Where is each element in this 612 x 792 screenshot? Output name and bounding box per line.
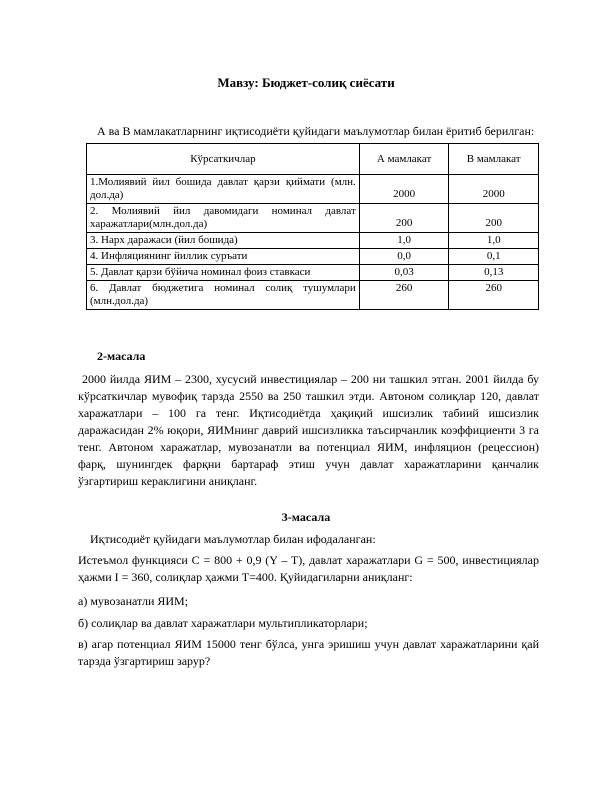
header-country-b: В мамлакат (449, 144, 539, 175)
value-b-cell: 0,13 (449, 265, 539, 281)
document-title: Мавзу: Бюджет-солиқ сиёсати (217, 75, 395, 90)
value-b-cell: 1,0 (449, 233, 539, 249)
task3-item-a: а) мувозанатли ЯИМ; (78, 594, 189, 608)
value-b-cell: 0,1 (449, 249, 539, 265)
task3-intro: Иқтисодиёт қуйидаги маълумотлар билан ифодаланган: (90, 532, 376, 546)
indicator-cell: 2. Молиявий йил давомидаги номинал давлат харажатлари(млн.дол.да) (87, 204, 360, 233)
task2-heading: 2-масала (97, 349, 146, 363)
task3-text: Истеъмол функцияси C = 800 + 0,9 (Y – T), давлат харажатлари G = 500, инвестициялар ҳажми I = 360, солиқлар ҳажми T=400. Қуйидагиларни аниқланг: (78, 553, 539, 584)
table-row (87, 175, 539, 204)
value-b-cell: 2000 (449, 175, 539, 204)
table-header-row (87, 144, 539, 175)
indicator-cell: 4. Инфляциянинг йиллик суръати (87, 249, 360, 265)
table-intro: А ва В мамлакатларнинг иқтисодиёти қуйидаги маълумотлар билан ёритиб берилган: (97, 124, 535, 138)
value-a-cell: 0,03 (359, 265, 449, 281)
table-row (87, 281, 539, 310)
value-a-cell: 200 (359, 204, 449, 233)
task2-text: 2000 йилда ЯИМ – 2300, хусусий инвестициялар – 200 ни ташкил этган. 2001 йилда бу кўрсаткичлар мувофиқ тарзда 2550 ва 250 ташкил этди. Автоном солиқлар 120, давлат харажатлари – 100 га тенг. Иқтисодиётда ҳақиқий ишсизлик табиий ишсизлик даражасидан 2% юқори, ЯИМнинг даврий ишсизликка таъсирчанлик коэффициенти 3 га тенг. Автоном харажатлар, мувозанатли ва потенциал ЯИМ, инфляцион (рецессион) фарқ, шунингдек фарқни бартараф этиш учун давлат харажатларини қанчалик ўзгартириш кераклигини аниқланг. (78, 372, 539, 488)
value-a-cell: 0,0 (359, 249, 449, 265)
value-b-cell: 200 (449, 204, 539, 233)
table-row (87, 204, 539, 233)
indicator-cell: 5. Давлат қарзи бўйича номинал фоиз ставкаси (87, 265, 360, 281)
task3-item-b: б) солиқлар ва давлат харажатлари мультипликаторлари; (78, 616, 368, 630)
task3-item-c: в) агар потенциал ЯИМ 15000 тенг бўлса, унга эришиш учун давлат харажатларини қай тарзда ўзгартириш зарур? (78, 637, 539, 668)
indicator-cell: 1.Молиявий йил бошида давлат қарзи қиймати (млн. дол.да) (87, 175, 360, 204)
indicators-table (86, 143, 539, 310)
value-a-cell: 260 (359, 281, 449, 310)
header-indicators: Кўрсаткичлар (87, 144, 360, 175)
indicator-cell: 3. Нарх даражаси (йил бошида) (87, 233, 360, 249)
value-b-cell: 260 (449, 281, 539, 310)
task3-heading: 3-масала (281, 510, 331, 524)
table-row (87, 265, 539, 281)
value-a-cell: 1,0 (359, 233, 449, 249)
table-row (87, 233, 539, 249)
indicator-cell: 6. Давлат бюджетига номинал солиқ тушумлари (млн.дол.да) (87, 281, 360, 310)
header-country-a: А мамлакат (359, 144, 449, 175)
table-row (87, 249, 539, 265)
value-a-cell: 2000 (359, 175, 449, 204)
